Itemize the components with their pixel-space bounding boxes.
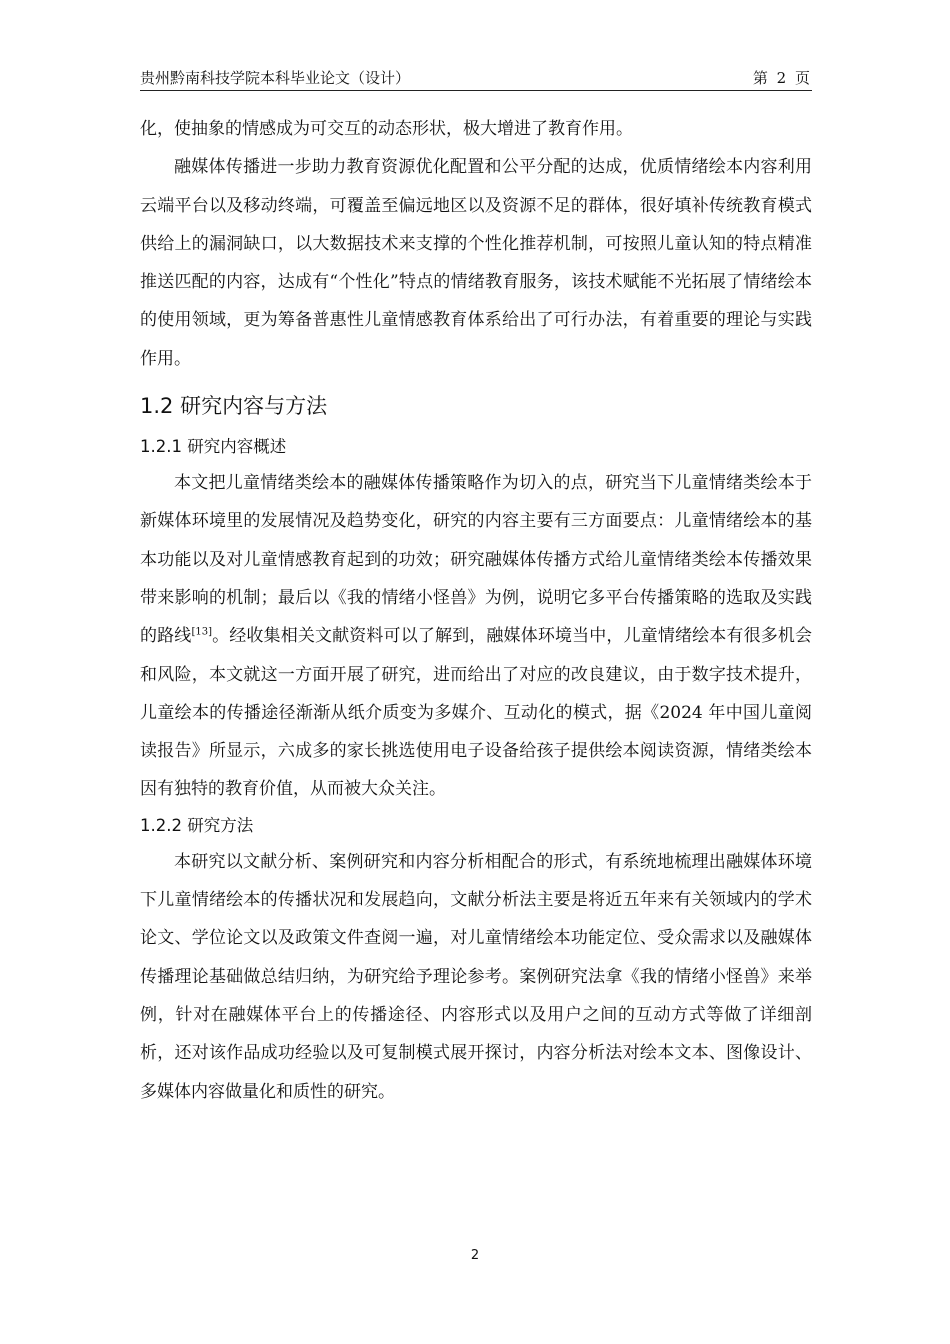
page-header [140, 66, 812, 91]
paragraph-continuation: 化，使抽象的情感成为可交互的动态形状，极大增进了教育作用。 [140, 119, 633, 139]
page-number-footer: 2 [470, 1248, 480, 1263]
section-heading-1-2: 1.2 研究内容与方法 [140, 394, 328, 419]
document-body [140, 110, 812, 1111]
paragraph-research-content [140, 464, 812, 809]
citation-ref: [13] [191, 626, 212, 638]
subsection-heading-1-2-2: 1.2.2 研究方法 [140, 815, 254, 835]
paragraph-text-part-2: 。经收集相关文献资料可以了解到，融媒体环境当中，儿童情绪绘本有很多机会和风险，本文就这一方面开展了研究，进而给出了对应的改良建议，由于数字技术提升，儿童绘本的传播途径渐渐从纸介质变为多媒介、互动化的模式，据《2024 年中国儿童阅读报告》所显示，六成多的家长挑选使用电子设备给孩子提供绘本阅读资源，情绪类绘本因有独特的教育价值，从而被大众关注。 [140, 626, 813, 800]
page-label: 第 2 页 [752, 69, 812, 87]
paragraph-text-part-1: 本文把儿童情绪类绘本的融媒体传播策略作为切入的点，研究当下儿童情绪类绘本于新媒体环境里的发展情况及趋势变化，研究的内容主要有三方面要点：儿童情绪绘本的基本功能以及对儿童情感教育起到的功效；研究融媒体传播方式给儿童情绪类绘本传播效果带来影响的机制；最后以《我的情绪小怪兽》为例，说明它多平台传播策略的选取及实践的路线 [140, 473, 812, 647]
paragraph-research-methods: 本研究以文献分析、案例研究和内容分析相配合的形式，有系统地梳理出融媒体环境下儿童情绪绘本的传播状况和发展趋向，文献分析法主要是将近五年来有关领域内的学术论文、学位论文以及政策文件查阅一遍，对儿童情绪绘本功能定位、受众需求以及融媒体传播理论基础做总结归纳，为研究给予理论参考。案例研究法拿《我的情绪小怪兽》来举例，针对在融媒体平台上的传播途径、内容形式以及用户之间的互动方式等做了详细剖析，还对该作品成功经验以及可复制模式展开探讨，内容分析法对绘本文本、图像设计、多媒体内容做量化和质性的研究。 [140, 851, 812, 1102]
paragraph-media-education: 融媒体传播进一步助力教育资源优化配置和公平分配的达成，优质情绪绘本内容利用云端平台以及移动终端，可覆盖至偏远地区以及资源不足的群体，很好填补传统教育模式供给上的漏洞缺口，以大数据技术来支撑的个性化推荐机制，可按照儿童认知的特点精准推送匹配的内容，达成有“个性化”特点的情绪教育服务，该技术赋能不光拓展了情绪绘本的使用领域，更为筹备普惠性儿童情感教育体系给出了可行办法，有着重要的理论与实践作用。 [140, 157, 812, 369]
subsection-heading-1-2-1: 1.2.1 研究内容概述 [140, 437, 287, 457]
thesis-title-header: 贵州黔南科技学院本科毕业论文（设计） [140, 69, 411, 87]
